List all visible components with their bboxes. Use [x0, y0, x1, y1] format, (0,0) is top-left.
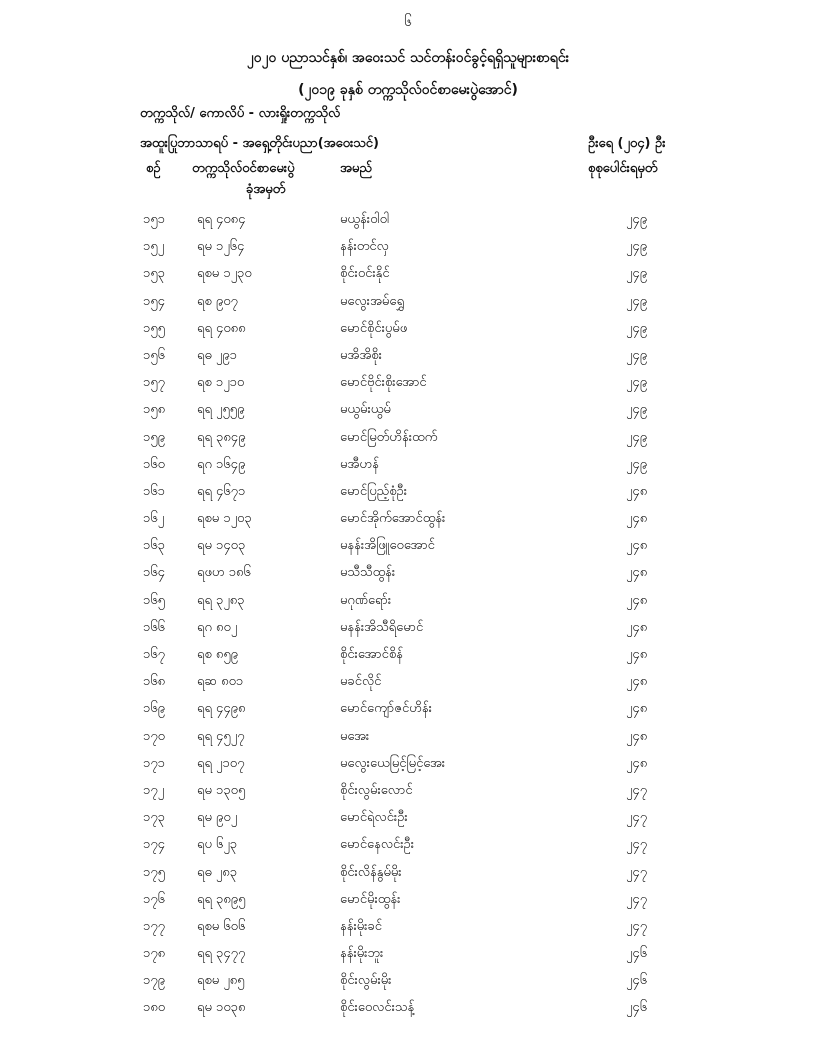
table-row: [0, 778, 816, 805]
student-name: မအေး: [340, 728, 370, 744]
row-number: ၁၇၀: [143, 728, 165, 744]
total-score: ၂၄၈: [626, 647, 648, 662]
table-row: [0, 887, 816, 914]
total-score: ၂၄၈: [626, 755, 648, 771]
table-row: [0, 995, 816, 1022]
student-name: စိုင်းအောင်စိန်: [340, 647, 403, 662]
roll-number: ရရ ၂၅၅၉: [197, 402, 245, 418]
table-row: [0, 642, 816, 669]
table-row: [0, 397, 816, 424]
roll-number: ရရ ၃၂၈၃: [197, 592, 245, 608]
student-name: စိုင်းလွမ်းမိုး: [340, 973, 392, 989]
student-name: မနန်းအိသီရိမောင်: [340, 619, 424, 635]
table-row: [0, 479, 816, 506]
student-list: [0, 207, 816, 1023]
row-number: ၁၇၃: [143, 810, 165, 826]
student-name: မောင်မြတ်ဟိန်းထက်: [340, 429, 438, 445]
row-number: ၁၅၄: [143, 293, 165, 309]
student-name: မောင်ရဲလင်းဦး: [340, 810, 408, 826]
row-number: ၁၆၂: [143, 511, 165, 527]
student-name: မခင်လိုင်: [340, 674, 382, 690]
table-row: [0, 261, 816, 288]
row-number: ၁၅၃: [143, 266, 165, 282]
row-number: ၁၇၆: [143, 891, 165, 907]
page-number: ၆: [404, 14, 412, 30]
table-row: [0, 805, 816, 832]
total-score: ၂၄၉: [626, 402, 648, 418]
total-score: ၂၄၉: [626, 320, 648, 336]
major-label: အထူးပြုဘာသာရပ် - အရှေ့တိုင်းပညာ(အဝေးသင်): [140, 136, 379, 151]
document-subtitle: (၂၀၁၉ ခုနှစ် တက္ကသိုလ်ဝင်စာမေးပွဲအောင်): [298, 82, 518, 98]
student-name: နန်းတင်လှ: [340, 239, 389, 255]
total-score: ၂၄၉: [626, 429, 648, 445]
row-number: ၁၈၀: [143, 1000, 166, 1016]
roll-number: ရဓ ၂၉၁: [197, 347, 237, 363]
row-number: ၁၆၅: [143, 592, 165, 608]
table-row: [0, 316, 816, 343]
table-row: [0, 452, 816, 479]
table-row: [0, 860, 816, 887]
roll-number: ရဂ ၈၀၂: [197, 619, 238, 635]
student-name: စိုင်းဝေလင်းသန့်: [340, 1000, 415, 1016]
row-number: ၁၇၂: [143, 782, 165, 798]
row-number: ၁၆၃: [143, 538, 165, 554]
student-name: မဂုဏ်ရော်း: [340, 592, 392, 608]
roll-number: ရမ ၁၄၀၃: [197, 538, 246, 554]
total-score: ၂၄၈: [626, 619, 648, 635]
total-score: ၂၄၈: [626, 728, 648, 744]
row-number: ၁၆၈: [143, 674, 166, 690]
roll-number: ရပ ၆၂၃: [197, 837, 238, 853]
row-number: ၁၅၂: [143, 239, 165, 255]
table-row: [0, 832, 816, 859]
column-header-roll: တက္ကသိုလ်ဝင်စာမေးပွဲ: [192, 161, 295, 176]
row-number: ၁၆၉: [143, 701, 165, 717]
admitted-count: ဦးရေ (၂၀၄) ဦး: [588, 136, 666, 151]
total-score: ၂၄၉: [626, 212, 648, 227]
table-row: [0, 533, 816, 560]
table-row: [0, 207, 816, 234]
roll-number: ရရ ၂၁၀၇: [197, 755, 245, 771]
student-name: မောင်ပြည့်စုံဦး: [340, 483, 408, 499]
table-row: [0, 669, 816, 696]
total-score: ၂၄၆: [626, 973, 648, 989]
roll-number: ရမ ၁၂၆၄: [197, 239, 245, 255]
document-title: ၂၀၂၀ ပညာသင်နှစ်၊ အဝေးသင် သင်တန်းဝင်ခွင့်ရရှိသူများစာရင်း: [246, 50, 570, 66]
row-number: ၁၇၁: [143, 755, 165, 771]
total-score: ၂၄၇: [626, 810, 648, 826]
table-row: [0, 588, 816, 615]
roll-number: ရစမ ၆၀၆: [197, 918, 246, 934]
student-name: မနန်းအိဖြူဝေအောင်: [340, 538, 435, 554]
total-score: ၂၄၇: [626, 918, 648, 934]
roll-number: ရမ ၁၃၀၅: [197, 782, 246, 798]
student-name: မအိအိစိုး: [340, 347, 382, 363]
table-row: [0, 506, 816, 533]
total-score: ၂၄၈: [626, 483, 648, 499]
roll-number: ရစ ၁၂၁၀: [197, 375, 245, 391]
student-name: မောင်နေလင်းဦး: [340, 837, 415, 853]
roll-number: ရရ ၃၄၇၇: [197, 946, 246, 962]
roll-number: ရဖဟ ၁၈၆: [197, 565, 251, 581]
table-row: [0, 914, 816, 941]
total-score: ၂၄၇: [626, 782, 648, 798]
row-number: ၁၇၅: [143, 864, 165, 880]
row-number: ၁၅၆: [143, 347, 165, 363]
row-number: ၁၇၈: [143, 946, 166, 962]
total-score: ၂၄၉: [626, 239, 648, 255]
roll-number: ရရ ၄၅၂၇: [197, 728, 245, 744]
roll-number: ရရ ၄၆၇၁: [197, 483, 246, 499]
total-score: ၂၄၉: [626, 347, 648, 363]
student-name: မယွမ်းယွမ်: [340, 402, 391, 418]
total-score: ၂၄၈: [626, 538, 648, 554]
student-name: မသီသီထွန်း: [340, 565, 396, 581]
roll-number: ရဆ ၈၀၁: [197, 674, 244, 690]
table-row: [0, 751, 816, 778]
row-number: ၁၆၀: [143, 456, 165, 472]
table-row: [0, 234, 816, 261]
row-number: ၁၅၈: [143, 402, 166, 418]
total-score: ၂၄၉: [626, 375, 648, 391]
university-label: တက္ကသိုလ်/ ကောလိပ် - လားရှိုးတက္ကသိုလ်: [140, 106, 341, 121]
total-score: ၂၄၆: [626, 946, 648, 962]
total-score: ၂၄၈: [626, 701, 648, 717]
table-row: [0, 343, 816, 370]
total-score: ၂၄၈: [626, 674, 648, 690]
row-number: ၁၇၉: [143, 973, 165, 989]
row-number: ၁၆၆: [143, 619, 165, 635]
student-name: စိုင်းလွမ်းလောင်: [340, 782, 413, 798]
row-number: ၁၇၇: [143, 918, 165, 934]
table-row: [0, 289, 816, 316]
roll-number: ရရ ၄၀၈၈: [197, 320, 246, 336]
roll-number: ရဂ ၁၆၄၉: [197, 456, 246, 472]
row-number: ၁၆၁: [143, 483, 165, 499]
student-name: မလွေးအမ်ရွှေ: [340, 293, 405, 309]
student-name: မောင်စိုင်းပွမ်ဖ: [340, 320, 408, 336]
total-score: ၂၄၈: [626, 565, 648, 581]
roll-number: ရရ ၃၈၉၅: [197, 891, 246, 907]
table-row: [0, 615, 816, 642]
roll-number: ရရ ၃၈၄၉: [197, 429, 246, 445]
row-number: ၁၇၄: [143, 837, 165, 853]
table-row: [0, 968, 816, 995]
column-header-name: အမည်: [340, 161, 372, 176]
roll-number: ရရ ၄၀၈၄: [197, 212, 246, 227]
table-row: [0, 724, 816, 751]
student-name: မလွေးယေမြင့်မြင့်အေး: [340, 755, 446, 771]
row-number: ၁၅၇: [143, 375, 165, 391]
student-name: မယွန်းဝါဝါ: [340, 212, 390, 227]
roll-number: ရစမ ၁၂၃၀: [197, 266, 252, 282]
roll-number: ရမ ၁၀၃၈: [197, 1000, 246, 1016]
table-row: [0, 370, 816, 397]
row-number: ၁၆၇: [143, 647, 165, 662]
row-number: ၁၅၁: [143, 212, 165, 227]
student-name: နန်းမိုးခင်: [340, 918, 383, 934]
column-header-no: စဉ်: [146, 161, 161, 176]
total-score: ၂၄၉: [626, 293, 648, 309]
roll-number: ရစ ၈၅၉: [197, 647, 238, 662]
student-name: စိုင်းလိန်နွမ်မိုး: [340, 864, 402, 880]
total-score: ၂၄၈: [626, 592, 648, 608]
row-number: ၁၅၉: [143, 429, 165, 445]
total-score: ၂၄၆: [626, 1000, 648, 1016]
roll-number: ရဓ ၂၈၃: [197, 864, 238, 880]
student-name: မအီဟန်: [340, 456, 379, 472]
student-name: မောင်ဗိုင်းစိုးအောင်: [340, 375, 427, 391]
total-score: ၂၄၇: [626, 864, 648, 880]
total-score: ၂၄၉: [626, 456, 648, 472]
table-row: [0, 941, 816, 968]
roll-number: ရစ ၉၀၇: [197, 293, 238, 309]
roll-number: ရရ ၄၄၉၈: [197, 701, 246, 717]
column-header-total: စုစုပေါင်းရမှတ်: [588, 161, 658, 176]
roll-number: ရစမ ၁၂၀၃: [197, 511, 252, 527]
roll-number: ရမ ၉၀၂: [197, 810, 238, 826]
table-row: [0, 696, 816, 723]
total-score: ၂၄၇: [626, 891, 648, 907]
student-name: မောင်မိုးထွန်း: [340, 891, 401, 907]
total-score: ၂၄၈: [626, 511, 648, 527]
table-row: [0, 425, 816, 452]
student-name: စိုင်းဝင်းနိုင်: [340, 266, 390, 282]
roll-number: ရစမ ၂၈၅: [197, 973, 245, 989]
student-name: မောင်အိုက်အောင်ထွန်း: [340, 511, 446, 527]
column-header-roll-sub: ခုံအမှတ်: [246, 182, 286, 197]
total-score: ၂၄၇: [626, 837, 648, 853]
table-row: [0, 560, 816, 587]
student-name: နန်းမိုးဘူး: [340, 946, 384, 962]
student-name: မောင်ကျော်ဇင်ဟိန်း: [340, 701, 432, 717]
row-number: ၁၅၅: [143, 320, 165, 336]
total-score: ၂၄၉: [626, 266, 648, 282]
row-number: ၁၆၄: [143, 565, 165, 581]
